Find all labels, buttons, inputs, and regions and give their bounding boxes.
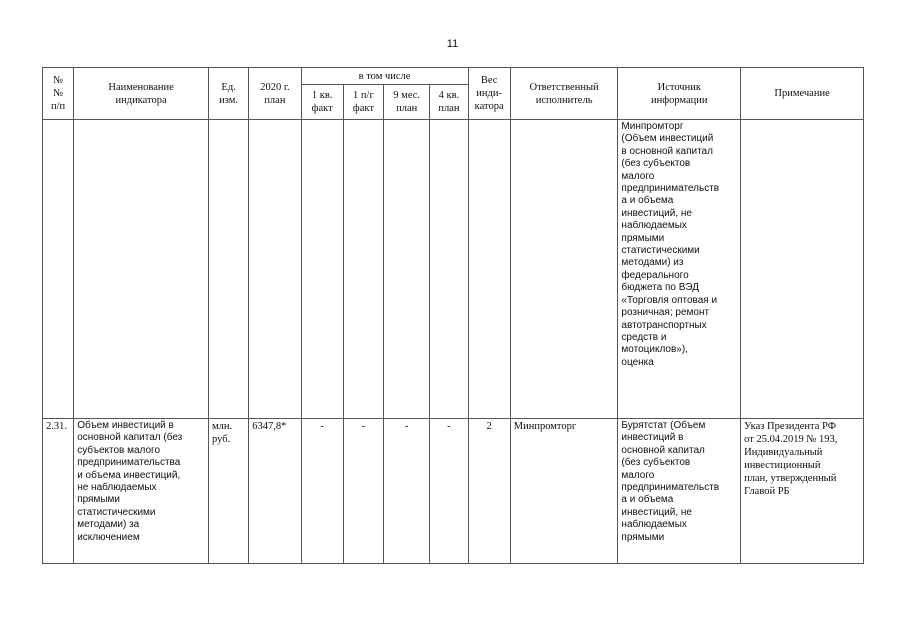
cell-source: Минпромторг (Объем инвестиций в основной капитал (без субъектов малого предпринимательств а и объема инвестиций, не наблюдаемых прямыми статистическими методами) из федерального бюджета по ВЭД «Торговля оптовая и розничная; ремонт автотранспортных средств и мотоциклов»), оценка [618, 120, 741, 419]
cell-note [741, 120, 864, 419]
header-number: № № п/п [43, 68, 74, 120]
cell-h1 [343, 120, 383, 419]
cell-unit: млн. руб. [209, 419, 249, 564]
header-source: Источник информации [618, 68, 741, 120]
cell-source: Бурятстат (Объем инвестиций в основной капитал (без субъектов малого предпринимательств а и объема инвестиций, не наблюдаемых прямыми [618, 419, 741, 564]
cell-h1: - [343, 419, 383, 564]
page-number: 11 [446, 38, 459, 50]
cell-number: 2.31. [43, 419, 74, 564]
cell-plan [249, 120, 301, 419]
header-responsible: Ответственный исполнитель [510, 68, 618, 120]
table-row [43, 120, 864, 419]
header-indicator-name: Наименование индикатора [74, 68, 209, 120]
header-including: в том числе [301, 68, 468, 85]
cell-q4 [430, 120, 468, 419]
cell-9m: - [384, 419, 430, 564]
cell-number [43, 120, 74, 419]
header-q1-fact: 1 кв. факт [301, 85, 343, 120]
cell-weight [468, 120, 510, 419]
cell-unit [209, 120, 249, 419]
cell-plan: 6347,8* [249, 419, 301, 564]
cell-responsible [510, 120, 618, 419]
cell-indicator-name [74, 120, 209, 419]
header-weight: Вес инди- катора [468, 68, 510, 120]
header-plan-2020: 2020 г. план [249, 68, 301, 120]
header-unit: Ед. изм. [209, 68, 249, 120]
header-q4-plan: 4 кв. план [430, 85, 468, 120]
cell-responsible: Минпромторг [510, 419, 618, 564]
indicator-table [42, 67, 864, 564]
cell-q1 [301, 120, 343, 419]
cell-weight: 2 [468, 419, 510, 564]
cell-indicator-name: Объем инвестиций в основной капитал (без субъектов малого предпринимательства и объема инвестиций, не наблюдаемых прямыми статистическими методами) за исключением [74, 419, 209, 564]
cell-q4: - [430, 419, 468, 564]
header-note: Примечание [741, 68, 864, 120]
cell-q1: - [301, 419, 343, 564]
cell-note: Указ Президента РФ от 25.04.2019 № 193, Индивидуальный инвестиционный план, утвержденный Главой РБ [741, 419, 864, 564]
header-h1-fact: 1 п/г факт [343, 85, 383, 120]
table-row [43, 419, 864, 564]
cell-9m [384, 120, 430, 419]
header-9m-plan: 9 мес. план [384, 85, 430, 120]
